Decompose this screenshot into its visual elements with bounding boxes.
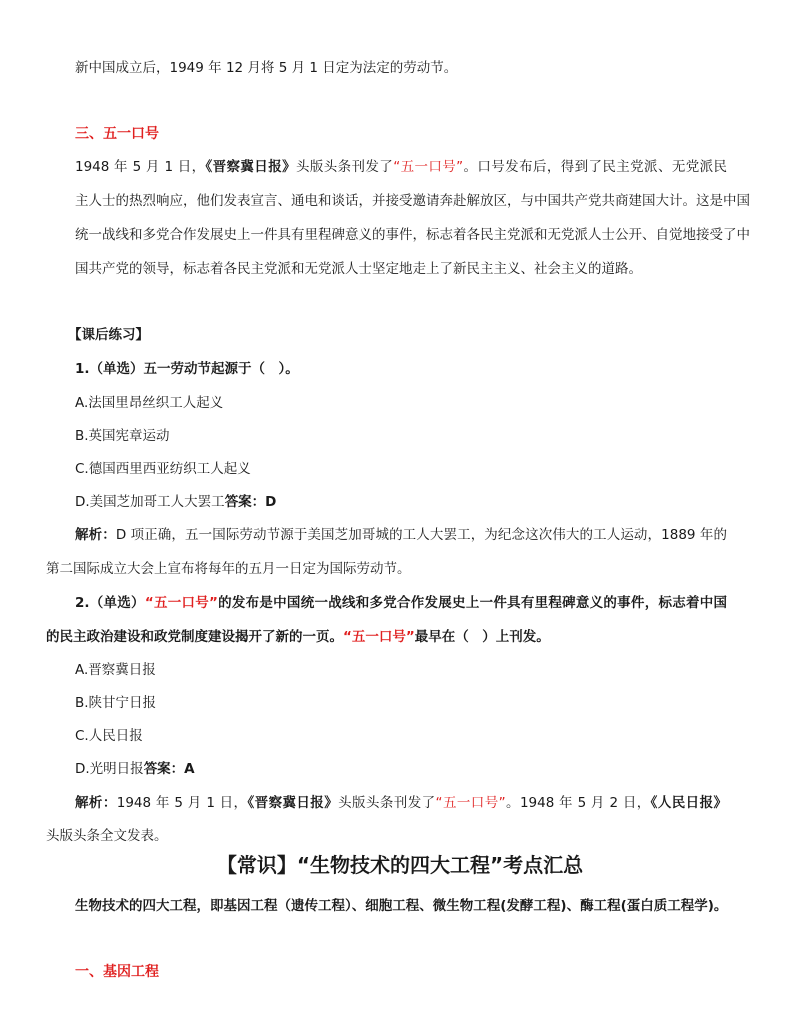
q1-option-d: D.美国芝加哥工人大罢工 bbox=[75, 494, 225, 510]
q2-option-a: A.晋察冀日报 bbox=[75, 662, 156, 678]
text-plain: 2.（单选） bbox=[75, 595, 145, 611]
paragraph-labor-day-1949: 新中国成立后，1949 年 12 月将 5 月 1 日定为法定的劳动节。 bbox=[75, 60, 458, 76]
text-slogan-highlight: “五一口号” bbox=[435, 795, 506, 811]
analysis-label: 解析： bbox=[75, 527, 116, 543]
exercise-heading: 【课后练习】 bbox=[68, 327, 149, 343]
q2-analysis-line-2: 头版头条全文发表。 bbox=[46, 828, 168, 844]
text-plain: 。口号发布后，得到了民主党派、无党派民 bbox=[463, 159, 728, 175]
text-plain: 的民主政治建设和政党制度建设揭开了新的一页。 bbox=[46, 629, 343, 645]
q1-option-d-line bbox=[75, 492, 276, 512]
text-slogan-highlight: “五一口号” bbox=[343, 629, 415, 645]
q1-option-a: A.法国里昂丝织工人起义 bbox=[75, 395, 224, 411]
q1-analysis-line-2: 第二国际成立大会上宣布将每年的五月一日定为国际劳动节。 bbox=[46, 561, 411, 577]
section3-line-3: 统一战线和多党合作发展史上一件具有里程碑意义的事件，标志着各民主党派和无党派人士公开、自觉地接受了中 bbox=[75, 227, 750, 243]
q2-option-d-line bbox=[75, 759, 195, 779]
q2-option-d: D.光明日报 bbox=[75, 761, 144, 777]
q2-option-b: B.陕甘宁日报 bbox=[75, 695, 157, 711]
section3-line-1 bbox=[75, 157, 727, 177]
text-plain: 1948 年 5 月 1 日， bbox=[116, 795, 248, 811]
text-plain: 。1948 年 5 月 2 日， bbox=[505, 795, 651, 811]
text-plain: 的发布是中国统一战线和多党合作发展史上一件具有里程碑意义的事件，标志着中国 bbox=[217, 595, 727, 611]
text-newspaper-title: 《晋察冀日报》 bbox=[247, 795, 339, 811]
q2-stem-line-1 bbox=[75, 593, 727, 613]
q1-option-c: C.德国西里西亚纺织工人起义 bbox=[75, 461, 251, 477]
page-title: 【常识】“生物技术的四大工程”考点汇总 bbox=[216, 853, 584, 877]
q2-analysis-line-1 bbox=[75, 793, 727, 813]
analysis-text: D 项正确，五一国际劳动节源于美国芝加哥城的工人大罢工，为纪念这次伟大的工人运动，1889 年的 bbox=[115, 527, 727, 543]
analysis-label: 解析： bbox=[75, 795, 117, 811]
text-newspaper-title: 《晋察冀日报》 bbox=[205, 159, 296, 175]
text-slogan-highlight: “五一口号” bbox=[393, 159, 464, 175]
text-plain: 最早在（ ）上刊发。 bbox=[414, 629, 550, 645]
text-newspaper-title: 《人民日报》 bbox=[650, 795, 727, 811]
text-plain: 头版头条刊发了 bbox=[338, 795, 436, 811]
section3-line-2: 主人士的热烈响应，他们发表宣言、通电和谈话，并接受邀请奔赴解放区，与中国共产党共商建国大计。这是中国 bbox=[75, 193, 750, 209]
section-heading-wuyi-slogan: 三、五一口号 bbox=[75, 126, 159, 142]
intro-paragraph: 生物技术的四大工程，即基因工程（遗传工程）、细胞工程、微生物工程(发酵工程)、酶工程(蛋白质工程学)。 bbox=[75, 898, 728, 914]
section-heading-gene-engineering: 一、基因工程 bbox=[75, 964, 159, 980]
text-plain: 头版头条刊发了 bbox=[295, 159, 394, 175]
q1-stem: 1.（单选）五一劳动节起源于（ ）。 bbox=[75, 361, 299, 377]
q2-stem-line-2 bbox=[46, 627, 550, 647]
text-date: 1948 年 5 月 1 日， bbox=[75, 159, 206, 175]
q2-option-c: C.人民日报 bbox=[75, 728, 143, 744]
q1-option-b: B.英国宪章运动 bbox=[75, 428, 170, 444]
section3-line-4: 国共产党的领导，标志着各民主党派和无党派人士坚定地走上了新民主主义、社会主义的道路。 bbox=[75, 261, 642, 277]
q1-answer: 答案：D bbox=[224, 494, 277, 510]
q2-answer: 答案：A bbox=[143, 761, 195, 777]
text-slogan-highlight: “五一口号” bbox=[144, 595, 218, 611]
q1-analysis-line-1 bbox=[75, 525, 727, 545]
